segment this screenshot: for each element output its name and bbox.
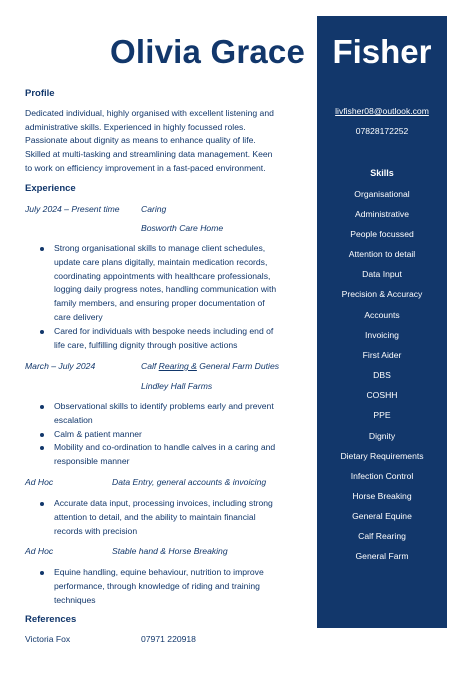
bullet-line: care delivery — [54, 311, 103, 322]
job-title: Data Entry, general accounts & invoicing — [112, 477, 267, 487]
skill-item: Precision & Accuracy — [341, 289, 423, 299]
bullet-line: logging daily progress notes, handling communication with — [54, 284, 277, 295]
skills-heading: Skills — [370, 168, 394, 178]
skill-item: General Equine — [352, 511, 412, 521]
phone-number: 07828172252 — [355, 126, 409, 136]
bullet-line: attention to detail, and the ability to maintain financial — [54, 511, 256, 522]
job-title-part: Calf — [141, 361, 159, 371]
skill-item: First Aider — [362, 350, 402, 360]
bullet-line: Accurate data input, processing invoices, including strong — [54, 498, 273, 508]
bullet-line: escalation — [54, 414, 93, 425]
bullet-item — [54, 441, 304, 469]
job-dates: March – July 2024 — [25, 361, 96, 371]
bullet-item — [54, 428, 304, 442]
bullet-line: performance, through knowledge of riding and training — [54, 580, 260, 591]
job-employer: Lindley Hall Farms — [141, 381, 213, 391]
skill-item: People focussed — [350, 229, 414, 239]
job-dates: Ad Hoc — [25, 546, 54, 556]
profile-heading: Profile — [25, 88, 55, 99]
job-bullets — [54, 566, 304, 607]
skill-item: Dignity — [368, 431, 396, 441]
job-bullets — [54, 497, 304, 538]
job-title-link[interactable]: Rearing & — [158, 361, 197, 371]
bullet-line: Observational skills to identify problems early and prevent — [54, 401, 274, 411]
references-heading: References — [25, 614, 77, 625]
profile-line: Passionate about dignity as means to enhance quality of life. — [25, 135, 256, 146]
skill-item: Dietary Requirements — [340, 451, 424, 461]
reference-phone: 07971 220918 — [141, 634, 196, 644]
bullet-line: techniques — [54, 594, 96, 605]
name-last: Fisher — [332, 33, 432, 70]
job-dates: Ad Hoc — [25, 477, 54, 487]
name-first: Olivia Grace — [110, 33, 306, 70]
bullet-item — [54, 497, 304, 538]
profile-line: Skilled at multi-tasking and streamlining data management. Keen — [25, 149, 273, 160]
bullet-line: Mobility and co-ordination to handle calves in a caring and — [54, 442, 276, 453]
skill-item: Organisational — [354, 189, 410, 199]
profile-line: to work on efficiency improvement in a fast-paced environment. — [25, 162, 266, 173]
bullet-line: Calm & patient manner — [54, 428, 142, 439]
bullet-item — [54, 400, 304, 428]
job-title — [141, 361, 279, 371]
bullet-line: update care plans digitally, maintain medication records, — [54, 256, 268, 267]
skill-item: Invoicing — [365, 330, 399, 340]
reference-name: Victoria Fox — [25, 634, 71, 644]
bullet-line: Cared for individuals with bespoke needs including end of — [54, 325, 274, 336]
bullet-line: family members, and ensuring proper documentation of — [54, 298, 265, 309]
job-employer: Bosworth Care Home — [141, 223, 224, 233]
skill-item: Attention to detail — [348, 249, 416, 259]
skill-item: Data Input — [362, 269, 402, 279]
bullet-line: Equine handling, equine behaviour, nutrition to improve — [54, 567, 264, 577]
skill-item: Horse Breaking — [352, 491, 412, 501]
bullet-item — [54, 566, 304, 607]
experience-heading: Experience — [25, 183, 76, 194]
job-bullets — [54, 242, 304, 352]
bullet-line: Strong organisational skills to manage client schedules, — [54, 243, 266, 253]
skill-item: PPE — [373, 410, 391, 420]
skill-item: DBS — [373, 370, 391, 380]
skill-item: COSHH — [366, 390, 398, 400]
skill-item: Infection Control — [350, 471, 414, 481]
bullet-item — [54, 325, 304, 353]
skill-item: Accounts — [364, 310, 400, 320]
job-dates: July 2024 – Present time — [25, 204, 120, 214]
bullet-line: life care, fulfilling dignity through positive actions — [54, 339, 238, 350]
job-title: Caring — [141, 204, 167, 214]
skill-item: General Farm — [355, 551, 409, 561]
job-title: Stable hand & Horse Breaking — [112, 546, 228, 556]
job-title-part: General Farm Duties — [196, 361, 280, 371]
email-link[interactable]: livfisher08@outlook.com — [335, 106, 429, 116]
bullet-line: records with precision — [54, 525, 138, 536]
skill-item: Calf Rearing — [358, 531, 406, 541]
bullet-line: coordinating appointments with healthcare professionals, — [54, 270, 271, 281]
profile-line: administrative skills. Experienced in highly focussed roles. — [25, 121, 246, 132]
profile-line: Dedicated individual, highly organised with excellent listening and — [25, 108, 274, 118]
skill-item: Administrative — [355, 209, 409, 219]
job-bullets — [54, 400, 304, 469]
bullet-item — [54, 242, 304, 325]
profile-text — [25, 107, 301, 176]
bullet-line: responsible manner — [54, 456, 130, 467]
